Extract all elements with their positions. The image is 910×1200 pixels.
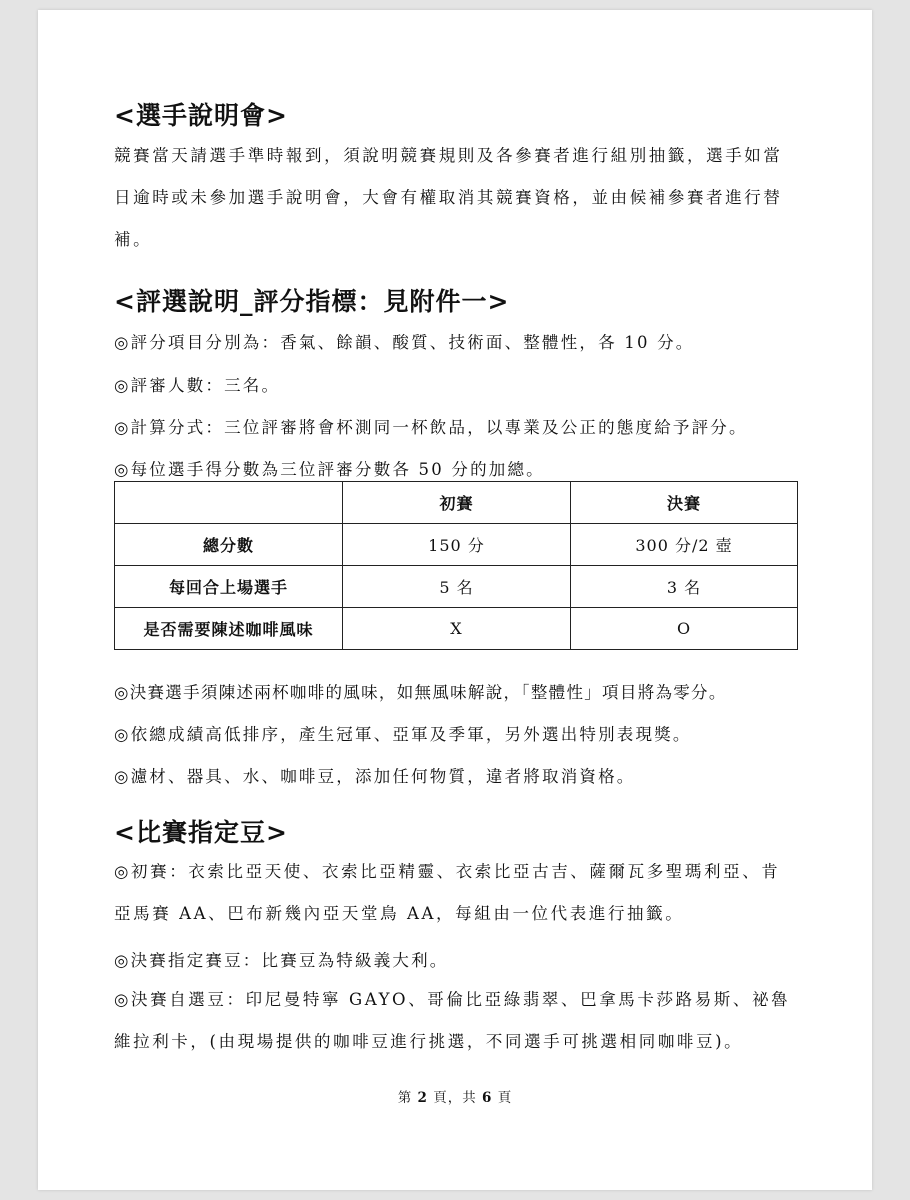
briefing-paragraph: 競賽當天請選手準時報到，須說明競賽規則及各參賽者進行組別抽籤，選手如當日逾時或未參加選手說明會，大會有權取消其競賽資格，並由候補參賽者進行替補。 xyxy=(114,146,783,249)
table-cell-final: O xyxy=(571,608,798,650)
table-cell-prelim: X xyxy=(343,608,571,650)
table-cell-prelim: 5 名 xyxy=(343,566,571,608)
score-table xyxy=(114,481,798,650)
beans-item-final-designated: ◎決賽指定賽豆：比賽豆為特級義大利。 xyxy=(114,951,449,970)
page-footer xyxy=(38,1086,872,1106)
judging-item-judges: ◎評審人數：三名。 xyxy=(114,376,281,395)
footer-total-pages: 6 xyxy=(482,1090,493,1106)
footer-suffix: 頁 xyxy=(497,1090,513,1106)
judging-item-method: ◎計算分式：三位評審將會杯測同一杯飲品，以專業及公正的態度給予評分。 xyxy=(114,418,748,437)
footer-prefix: 第 xyxy=(397,1090,413,1106)
table-row xyxy=(115,566,798,608)
table-cell-final: 300 分/2 壺 xyxy=(571,524,798,566)
footer-page-number: 2 xyxy=(417,1090,428,1106)
judging-note-flavor: ◎決賽選手須陳述兩杯咖啡的風味，如無風味解說，「整體性」項目將為零分。 xyxy=(114,683,727,702)
table-row-label: 是否需要陳述咖啡風味 xyxy=(115,608,343,650)
table-header-prelim: 初賽 xyxy=(343,482,571,524)
table-row-label: 總分數 xyxy=(115,524,343,566)
table-row-label: 每回合上場選手 xyxy=(115,566,343,608)
judging-heading: <評選說明_評分指標：見附件一> xyxy=(114,287,510,316)
table-row xyxy=(115,524,798,566)
footer-middle: 頁，共 xyxy=(433,1090,477,1106)
judging-note-materials: ◎濾材、器具、水、咖啡豆，添加任何物質，違者將取消資格。 xyxy=(114,767,636,786)
table-cell-prelim: 150 分 xyxy=(343,524,571,566)
table-header-row xyxy=(115,482,798,524)
table-row xyxy=(115,608,798,650)
table-cell-final: 3 名 xyxy=(571,566,798,608)
judging-item-total: ◎每位選手得分數為三位評審分數各 50 分的加總。 xyxy=(114,460,545,479)
judging-note-ranking: ◎依總成績高低排序，產生冠軍、亞軍及季軍，另外選出特別表現獎。 xyxy=(114,725,692,744)
document-page xyxy=(38,10,872,1190)
beans-item-prelim: ◎初賽：衣索比亞天使、衣索比亞精靈、衣索比亞古吉、薩爾瓦多聖瑪利亞、肯亞馬賽 AA、巴布新幾內亞天堂鳥 AA，每組由一位代表進行抽籤。 xyxy=(114,862,781,923)
table-header-empty xyxy=(115,482,343,524)
judging-item-criteria: ◎評分項目分別為：香氣、餘韻、酸質、技術面、整體性，各 10 分。 xyxy=(114,333,695,352)
beans-heading: <比賽指定豆> xyxy=(114,818,288,847)
table-header-final: 決賽 xyxy=(571,482,798,524)
beans-item-final-choice: ◎決賽自選豆：印尼曼特寧 GAYO、哥倫比亞綠翡翠、巴拿馬卡莎路易斯、祕魯維拉利卡，(由現場提供的咖啡豆進行挑選，不同選手可挑選相同咖啡豆)。 xyxy=(114,990,791,1051)
briefing-heading: <選手說明會> xyxy=(114,101,288,130)
